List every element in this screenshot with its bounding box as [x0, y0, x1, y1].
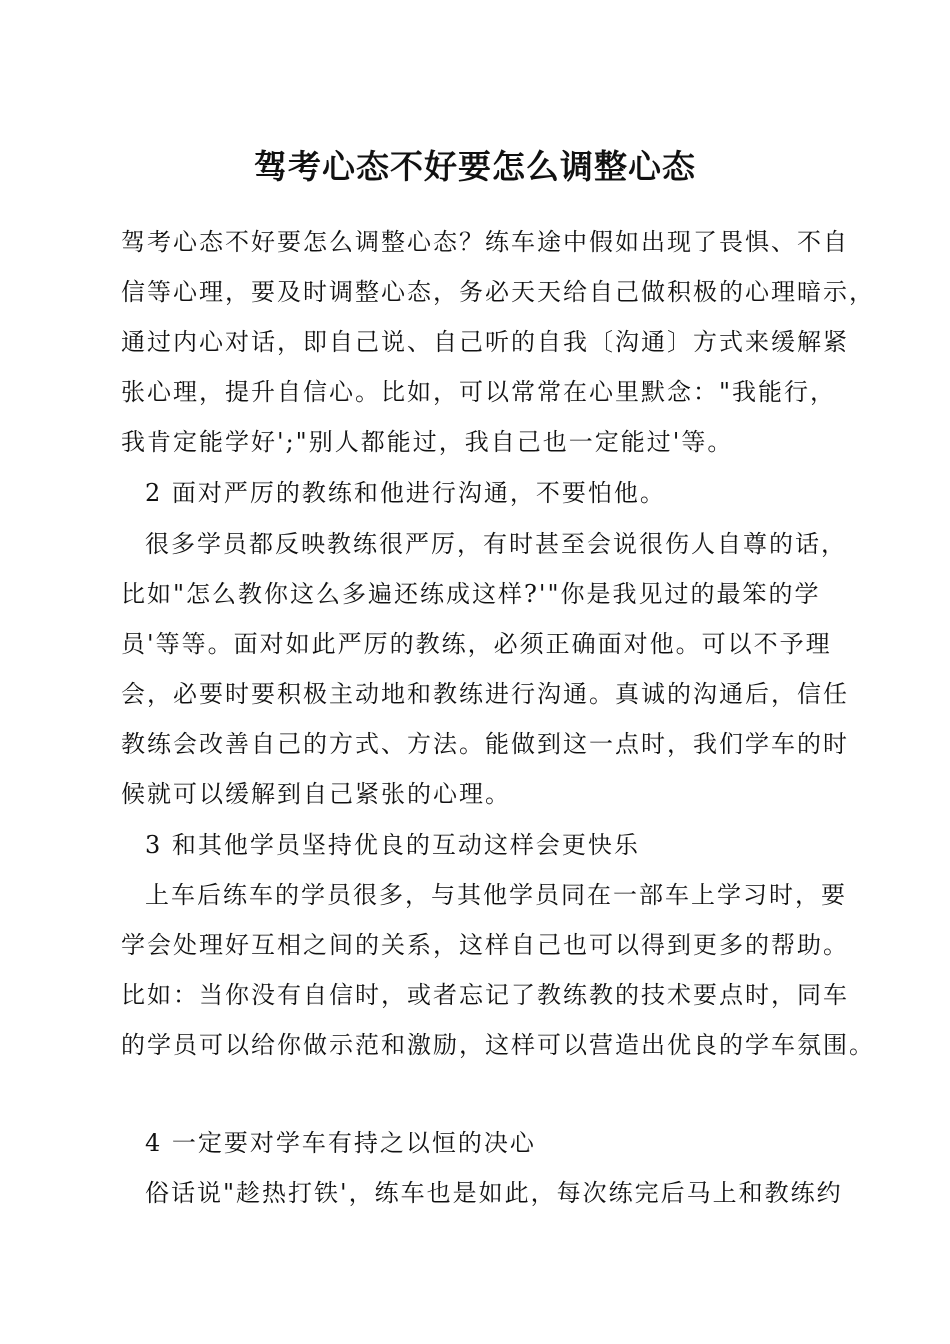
paragraph-line: 我肯定能学好';"别人都能过，我自己也一定能过'等。: [121, 428, 734, 456]
paragraph-line: 会，必要时要积极主动地和教练进行沟通。真诚的沟通后，信任: [121, 680, 849, 708]
paragraph-line: 很多学员都反映教练很严厉，有时甚至会说很伤人自尊的话，: [145, 530, 847, 558]
paragraph-line: 候就可以缓解到自己紧张的心理。: [121, 780, 511, 808]
section-heading: 2 面对严厉的教练和他进行沟通，不要怕他。: [145, 479, 666, 507]
paragraph-line: 驾考心态不好要怎么调整心态？练车途中假如出现了畏惧、不自: [121, 228, 849, 256]
paragraph-line: 学会处理好互相之间的关系，这样自己也可以得到更多的帮助。: [121, 931, 849, 959]
paragraph-line: 张心理，提升自信心。比如，可以常常在心里默念："我能行，: [121, 378, 837, 406]
document-title: 驾考心态不好要怎么调整心态: [254, 147, 696, 186]
paragraph-line: 俗话说"趁热打铁'，练车也是如此，每次练完后马上和教练约: [145, 1179, 843, 1207]
section-heading: 3 和其他学员坚持优良的互动这样会更快乐: [145, 831, 640, 859]
paragraph-line: 教练会改善自己的方式、方法。能做到这一点时，我们学车的时: [121, 730, 849, 758]
section-heading: 4 一定要对学车有持之以恒的决心: [145, 1129, 536, 1157]
paragraph-line: 通过内心对话，即自己说、自己听的自我〔沟通〕方式来缓解紧: [121, 328, 849, 356]
paragraph-line: 上车后练车的学员很多，与其他学员同在一部车上学习时，要: [145, 881, 847, 909]
paragraph-line: 员'等等。面对如此严厉的教练，必须正确面对他。可以不予理: [121, 630, 832, 658]
paragraph-line: 的学员可以给你做示范和激励，这样可以营造出优良的学车氛围。: [121, 1031, 875, 1059]
paragraph-line: 比如"怎么教你这么多遍还练成这样?'"你是我见过的最笨的学: [121, 580, 821, 608]
paragraph-line: 信等心理，要及时调整心态，务必天天给自己做积极的心理暗示，: [121, 278, 875, 306]
paragraph-line: 比如：当你没有自信时，或者忘记了教练教的技术要点时，同车: [121, 981, 849, 1009]
